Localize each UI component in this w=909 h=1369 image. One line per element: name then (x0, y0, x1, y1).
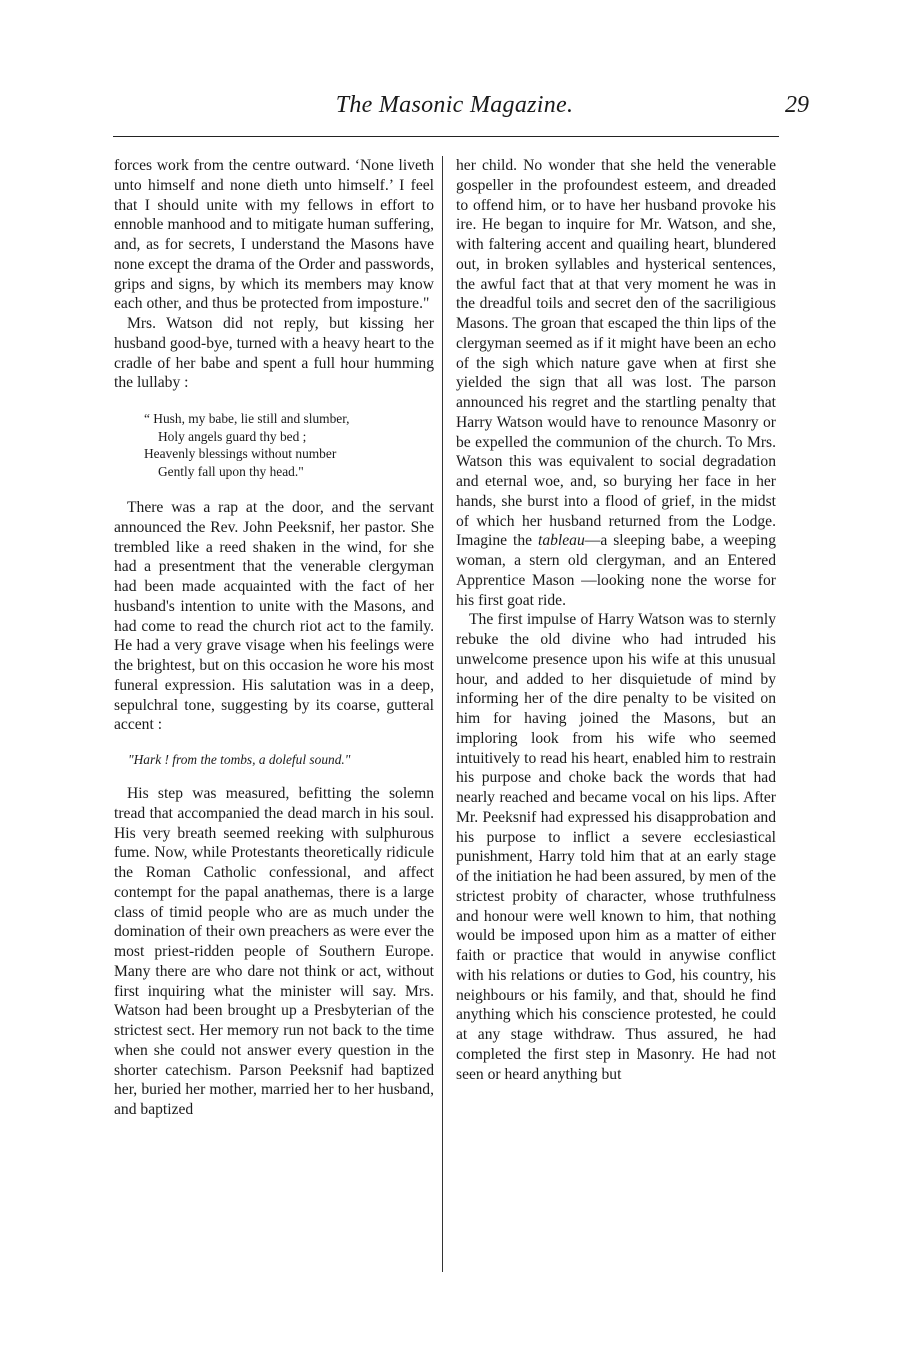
paragraph: His step was measured, befitting the solemn tread that accompanied the dead march in his soul. His very breath seemed reeking with sulphurous fume. Now, while Protestants theoretically ridicule the Roman Catholic confessional, and affect contempt for the papal anathemas, there is a large class of timid people who are as much under the domination of their own preachers as were ever the most priest-ridden people of Southern Europe. Many there are who dare not think or act, without first inquiring what the minister will say. Mrs. Watson had been brought up a Presbyterian of the strictest sect. Her memory run not back to the time when she could not answer every question in the shorter catechism. Parson Peeksnif had baptized her, buried her mother, married her to her husband, and baptized (114, 785, 434, 1118)
lullaby-verse (144, 410, 434, 480)
paragraph-text: her child. No wonder that she held the venerable gospeller in the profoundest esteem, and dreaded to offend him, or to have her husband provoke his ire. He began to inquire for Mr. Watson, and she, with faltering accent and quailing heart, blundered out, in broken syllables and hysterical sentences, the awful fact that at that very moment he was in the dreadful toils and secret den of the sacriligious Masons. The groan that escaped the thin lips of the clergyman seemed as if it might have been an echo of the sigh which nature gave when at first she yielded the sign that all was lost. The parson announced his regret and the startling penalty that Harry Watson would have to renounce Masonry or be expelled the communion of the church. To Mrs. Watson this was equivalent to social degradation and eternal woe, and, so burying her face in her hands, she burst into a flood of grief, in the midst of which her husband returned from the Lodge. Imagine the (456, 157, 776, 550)
paragraph-text: —a sleeping babe, a weeping woman, a stern old clergyman, and an Entered Apprentice Mason —looking none the worse for his first goat ride. (456, 532, 776, 609)
running-header-title: The Masonic Magazine. (335, 92, 574, 118)
verse-line: Gently fall upon thy head." (158, 463, 304, 479)
verse-line: Heavenly blessings without number (144, 446, 337, 461)
paragraph: The first impulse of Harry Watson was to sternly rebuke the old divine who had intruded his unwelcome presence upon his wife at this unusual hour, and added to her disquietude of mind by informing her of the dire penalty to be visited on him for having joined the Masons, but an imploring look from his wife who seemed intuitively to read his heart, enabled him to restrain his purpose and choke back the words that had nearly reached and became vocal on his lips. After Mr. Peeksnif had expressed his disapprobation and his purpose to inflict a severe ecclesiastical punishment, Harry told him that at an early stage of the initiation he had been assured, by men of the strictest probity of character, whose truthfulness and honour were well known to him, that nothing would be imposed upon him as a matter of either faith or practice that would in anywise conflict with his relations or duties to God, his country, his neighbours or his family, and that, should he find anything which his conscience protested, he could at any stage withdraw. Thus assured, he had completed the first step in Masonry. He had not seen or heard anything but (456, 611, 776, 1083)
paragraph: There was a rap at the door, and the servant announced the Rev. John Peeksnif, her pastor. She trembled like a reed shaken in the wind, for she had a presentment that the venerable clergyman had been made acquainted with the fact of her husband's intention to unite with the Masons, and had come to read the church riot act to the family. He had a very grave visage when his feelings were the brightest, but on this occasion he wore his most funeral expression. His salutation was in a deep, sepulchral tone, suggesting by its coarse, gutteral accent : (114, 499, 434, 734)
verse-line: Holy angels guard thy bed ; (158, 428, 307, 444)
page-number: 29 (785, 92, 809, 118)
header-rule (113, 136, 779, 137)
verse-line: “ Hush, my babe, lie still and slumber, (144, 411, 350, 426)
paragraph (456, 156, 776, 610)
paragraph: forces work from the centre outward. ‘None liveth unto himself and none dieth unto himself.’ I feel that I should unite with my fellows in effort to ennoble manhood and to mitigate human suffering, and, as for secrets, I understand the Masons have none except the drama of the Order and passwords, grips and signs, by which its members may know each other, and thus be protected from imposture." (114, 157, 434, 313)
italic-word: tableau (537, 532, 585, 550)
column-divider (442, 156, 443, 1272)
paragraph: Mrs. Watson did not reply, but kissing her husband good-bye, turned with a heavy heart to the cradle of her babe and spent a full hour humming the lullaby : (114, 315, 435, 392)
right-column (456, 156, 776, 1084)
hymn-quote: "Hark ! from the tombs, a doleful sound." (128, 752, 351, 767)
left-column (114, 156, 434, 1120)
